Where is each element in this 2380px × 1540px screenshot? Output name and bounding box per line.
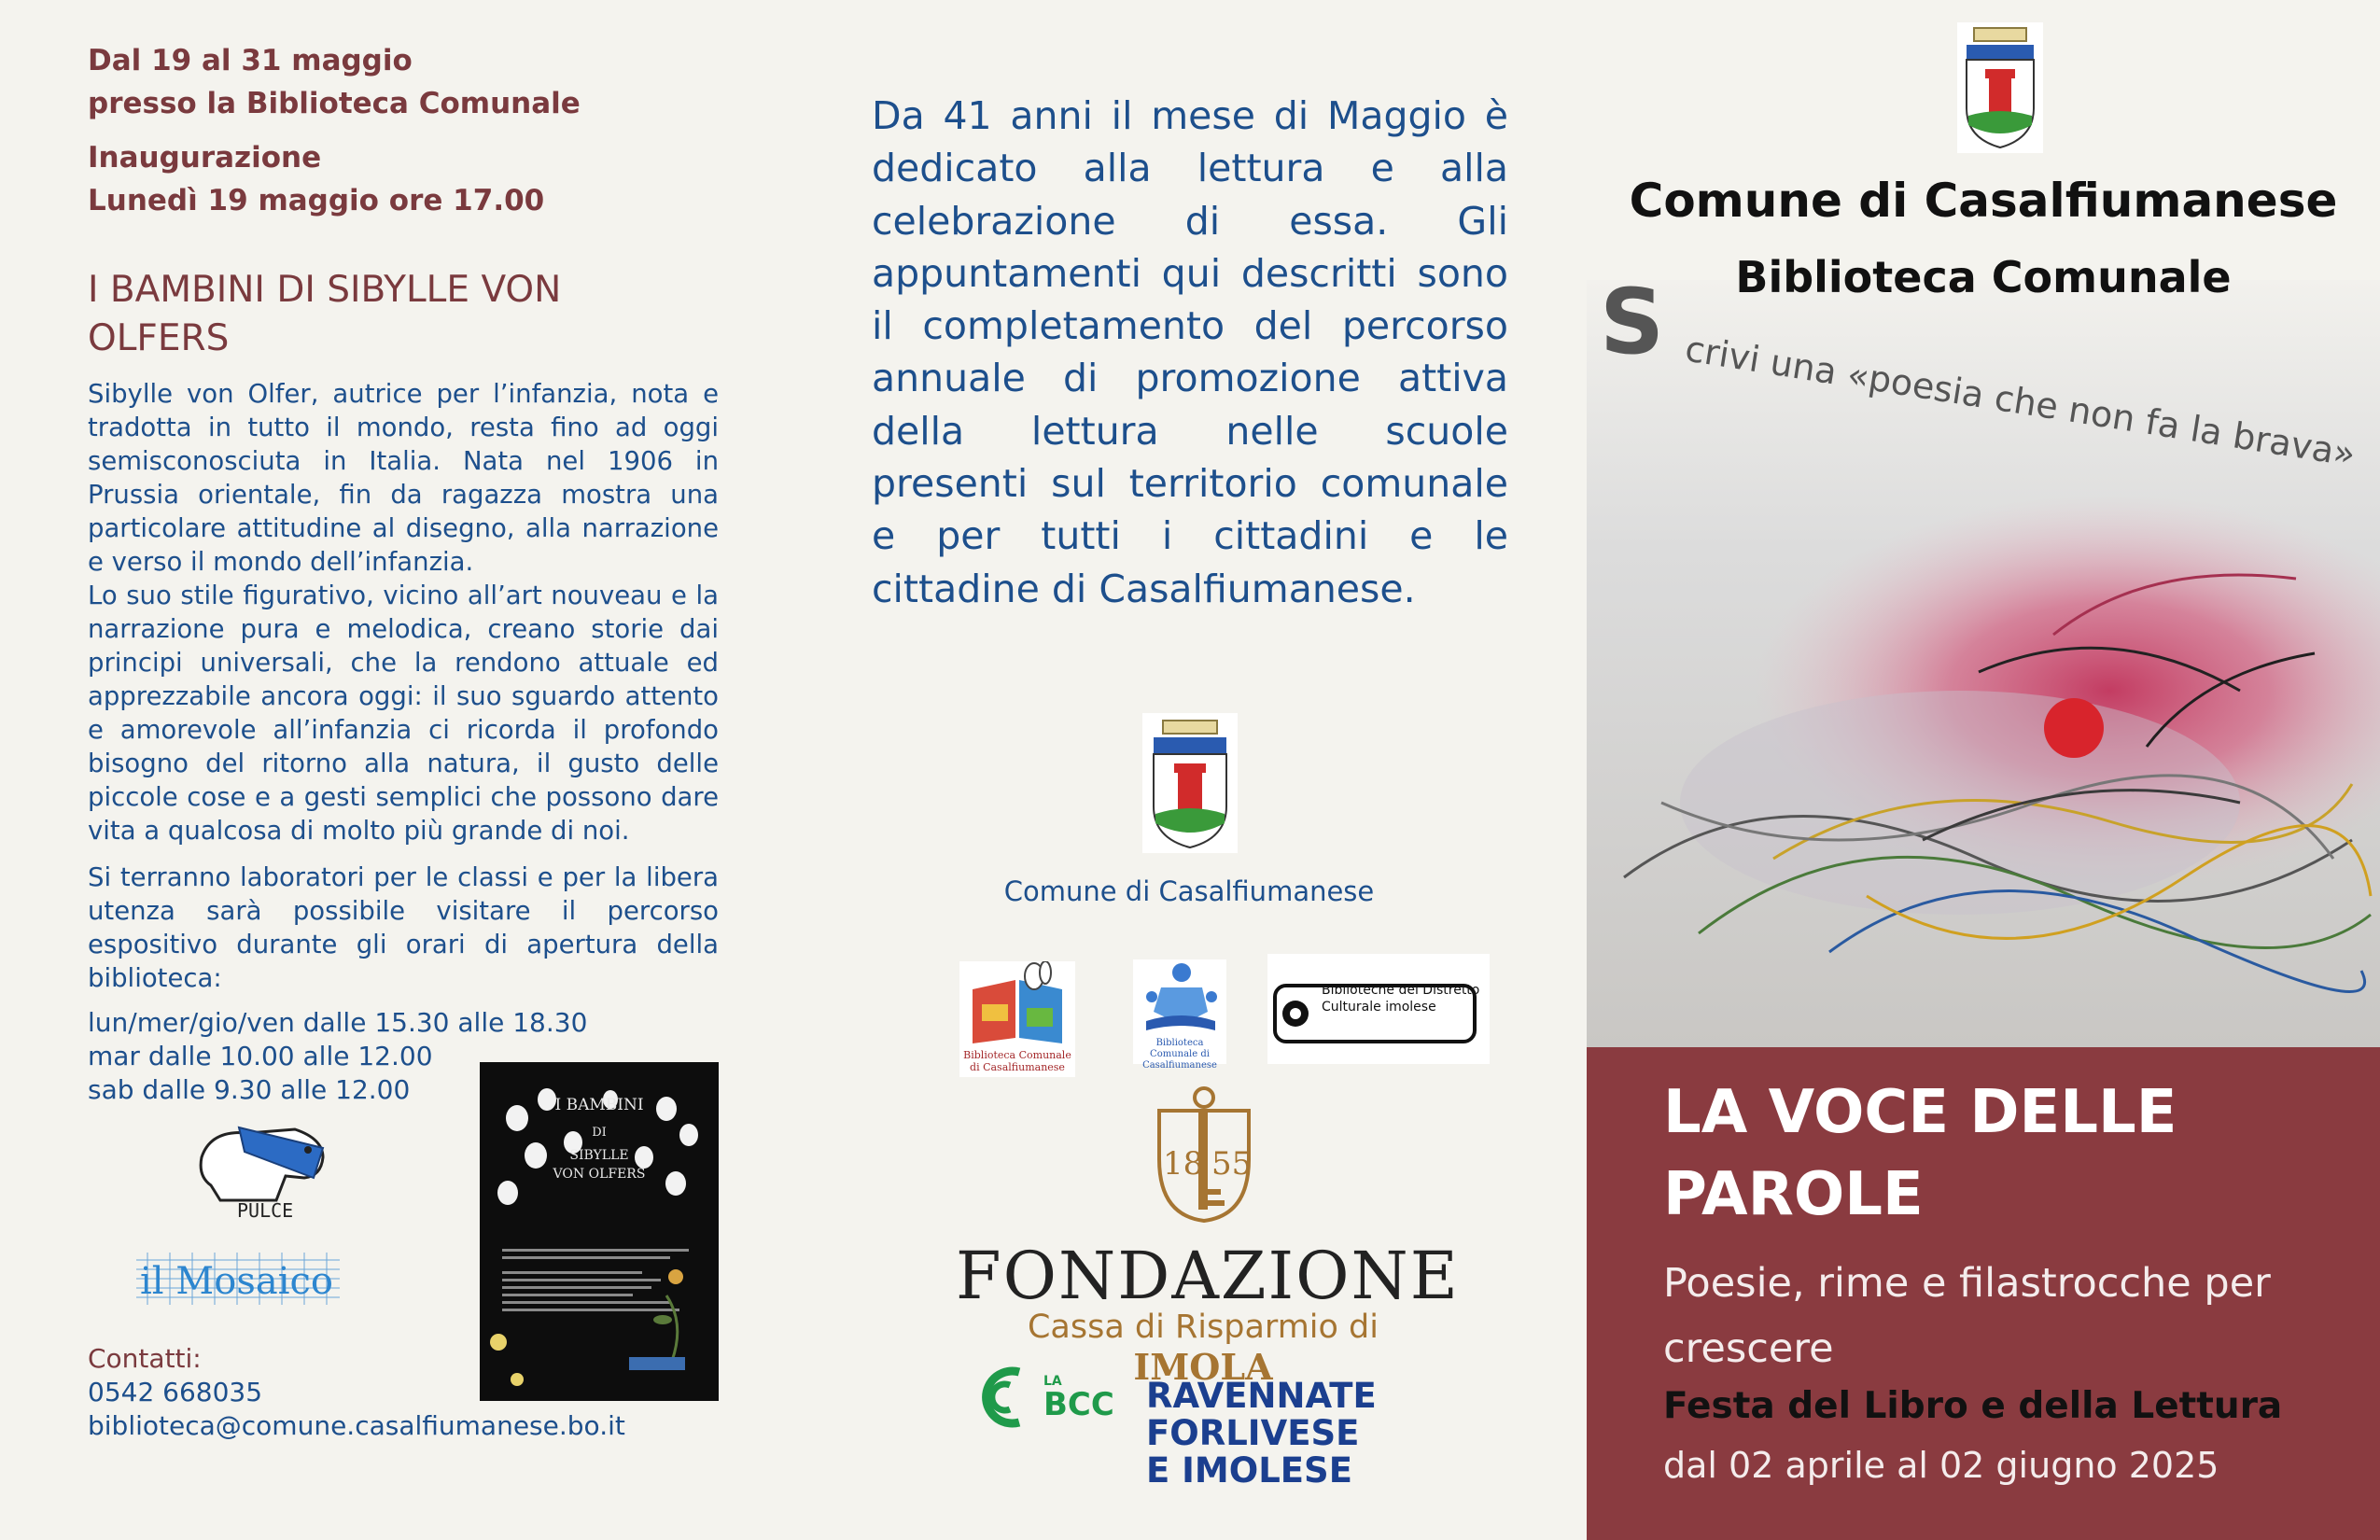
fondazione-title: FONDAZIONE: [956, 1238, 1460, 1314]
cover-comune: Comune di Casalfiumanese: [1629, 174, 2338, 228]
poster-mosaico-logo: [629, 1357, 685, 1370]
poster-title-1: I BAMBINI: [554, 1096, 644, 1114]
fondazione-key-icon: [1137, 1085, 1267, 1223]
cover-artwork: [1587, 280, 2380, 1047]
description-paragraph-1: Sibylle von Olfer, autrice per l’infanzia, nota e tradotta in tutto il mondo, resta fino ad oggi semisconosciuta in Italia. Nata nel 1906 in Prussia orientale, fin da ragazza mostra una particolare attitudine al disegno, alla narrazione e verso il mondo dell’infanzia.: [88, 379, 719, 577]
bcc-name-line: FORLIVESE: [1146, 1413, 1360, 1453]
biblioteca-logo-1-caption: Biblioteca Comunale di Casalfiumanese: [963, 1049, 1071, 1073]
cover-subtitle: Poesie, rime e filastrocche per crescere: [1663, 1260, 2271, 1372]
contacts: [88, 1342, 625, 1443]
inauguration-date: Lunedì 19 maggio ore 17.00: [88, 184, 545, 217]
mosaico-logo-text: il Mosaico: [140, 1260, 333, 1303]
intro-text: Da 41 anni il mese di Maggio è dedicato alla lettura e alla celebrazione di essa. Gli appuntamenti qui descritti sono il completamento del percorso annuale di promozione attiva della lettura nelle scuole presenti sul territorio comunale e per tutti i cittadini e le cittadine di Casalfiumanese.: [872, 93, 1508, 611]
artwork-caption: crivi una «poesia che non fa la brava»: [1682, 328, 2359, 475]
description-paragraph-3: Si terranno laboratori per le classi e per la libera utenza sarà possibile visitare il percorso espositivo durante gli orari di apertura della biblioteca:: [88, 862, 719, 993]
hours-line: mar dalle 10.00 alle 12.00: [88, 1041, 433, 1071]
cover-title: LA VOCE DELLE PAROLE: [1663, 1078, 2177, 1229]
biblioteche-distretto-text: Biblioteche del Distretto Culturale imolese: [1322, 983, 1480, 1015]
poster-title-3: SIBYLLE: [569, 1148, 629, 1163]
pulce-logo-text: PULCE: [237, 1199, 294, 1222]
exhibition-dates: [88, 39, 581, 125]
fondazione-year-left: 18: [1163, 1145, 1204, 1183]
poster-title-4: VON OLFERS: [553, 1167, 646, 1182]
fondazione-subtitle-imola: IMOLA: [1133, 1346, 1273, 1388]
red-sun-shape: [2044, 698, 2104, 758]
municipal-crest-icon: [1142, 713, 1238, 853]
biblioteche-distretto-logo: [1267, 954, 1490, 1064]
municipal-crest-top-icon: [1957, 22, 2043, 153]
dates-line-1: Dal 19 al 31 maggio: [88, 44, 413, 77]
contacts-phone: 0542 668035: [88, 1377, 263, 1407]
dog-eye-icon: [304, 1146, 312, 1154]
exhibition-title: I BAMBINI DI SIBYLLE VON OLFERS: [88, 269, 562, 359]
dates-line-2: presso la Biblioteca Comunale: [88, 87, 581, 120]
bcc-name: [1146, 1378, 1377, 1490]
fondazione-subtitle-text: Cassa di Risparmio di: [1027, 1309, 1379, 1346]
hours-line: sab dalle 9.30 alle 12.00: [88, 1074, 411, 1105]
bcc-name-line: RAVENNATE: [1146, 1376, 1377, 1416]
contacts-email: biblioteca@comune.casalfiumanese.bo.it: [88, 1410, 625, 1441]
contacts-label: Contatti:: [88, 1343, 202, 1374]
inauguration: [88, 136, 544, 222]
biblioteca-logo-1: [959, 961, 1075, 1077]
bcc-logo-icon: [978, 1365, 1127, 1430]
description-paragraph-2: Lo suo stile figurativo, vicino all’art nouveau e la narrazione pura e melodica, creano storie dai principi universali, che la rendono attuale ed apprezzabile ancora oggi: il suo sguardo attento e amorevole all’infanzia ci ricorda il profondo bisogno del ritorno alla natura, il gusto delle piccole cose e a gesti semplici che possono dare vita a qualcosa di molto più grande di noi.: [88, 581, 719, 846]
bcc-name-line: E IMOLESE: [1146, 1450, 1352, 1491]
cover-biblioteca: Biblioteca Comunale: [1735, 252, 2232, 302]
mosaico-logo: [136, 1253, 340, 1305]
artwork-initial-s: S: [1600, 280, 1665, 374]
inauguration-label: Inaugurazione: [88, 141, 322, 175]
biblioteca-logo-2: [1133, 959, 1226, 1071]
hours-line: lun/mer/gio/ven dalle 15.30 alle 18.30: [88, 1007, 588, 1038]
poster-title-2: DI: [592, 1126, 607, 1140]
comune-label: Comune di Casalfiumanese: [1003, 875, 1375, 907]
fondazione-year-right: 55: [1211, 1145, 1253, 1183]
biblioteca-logo-2-caption: Biblioteca Comunale di Casalfiumanese: [1142, 1038, 1217, 1071]
bcc-small-text: LA: [1043, 1374, 1062, 1389]
bcc-mark-text: BCC: [1043, 1386, 1114, 1423]
cover-dates: dal 02 aprile al 02 giugno 2025: [1663, 1445, 2219, 1486]
pulce-logo: [183, 1120, 342, 1223]
cover-festa: Festa del Libro e della Lettura: [1663, 1385, 2283, 1427]
